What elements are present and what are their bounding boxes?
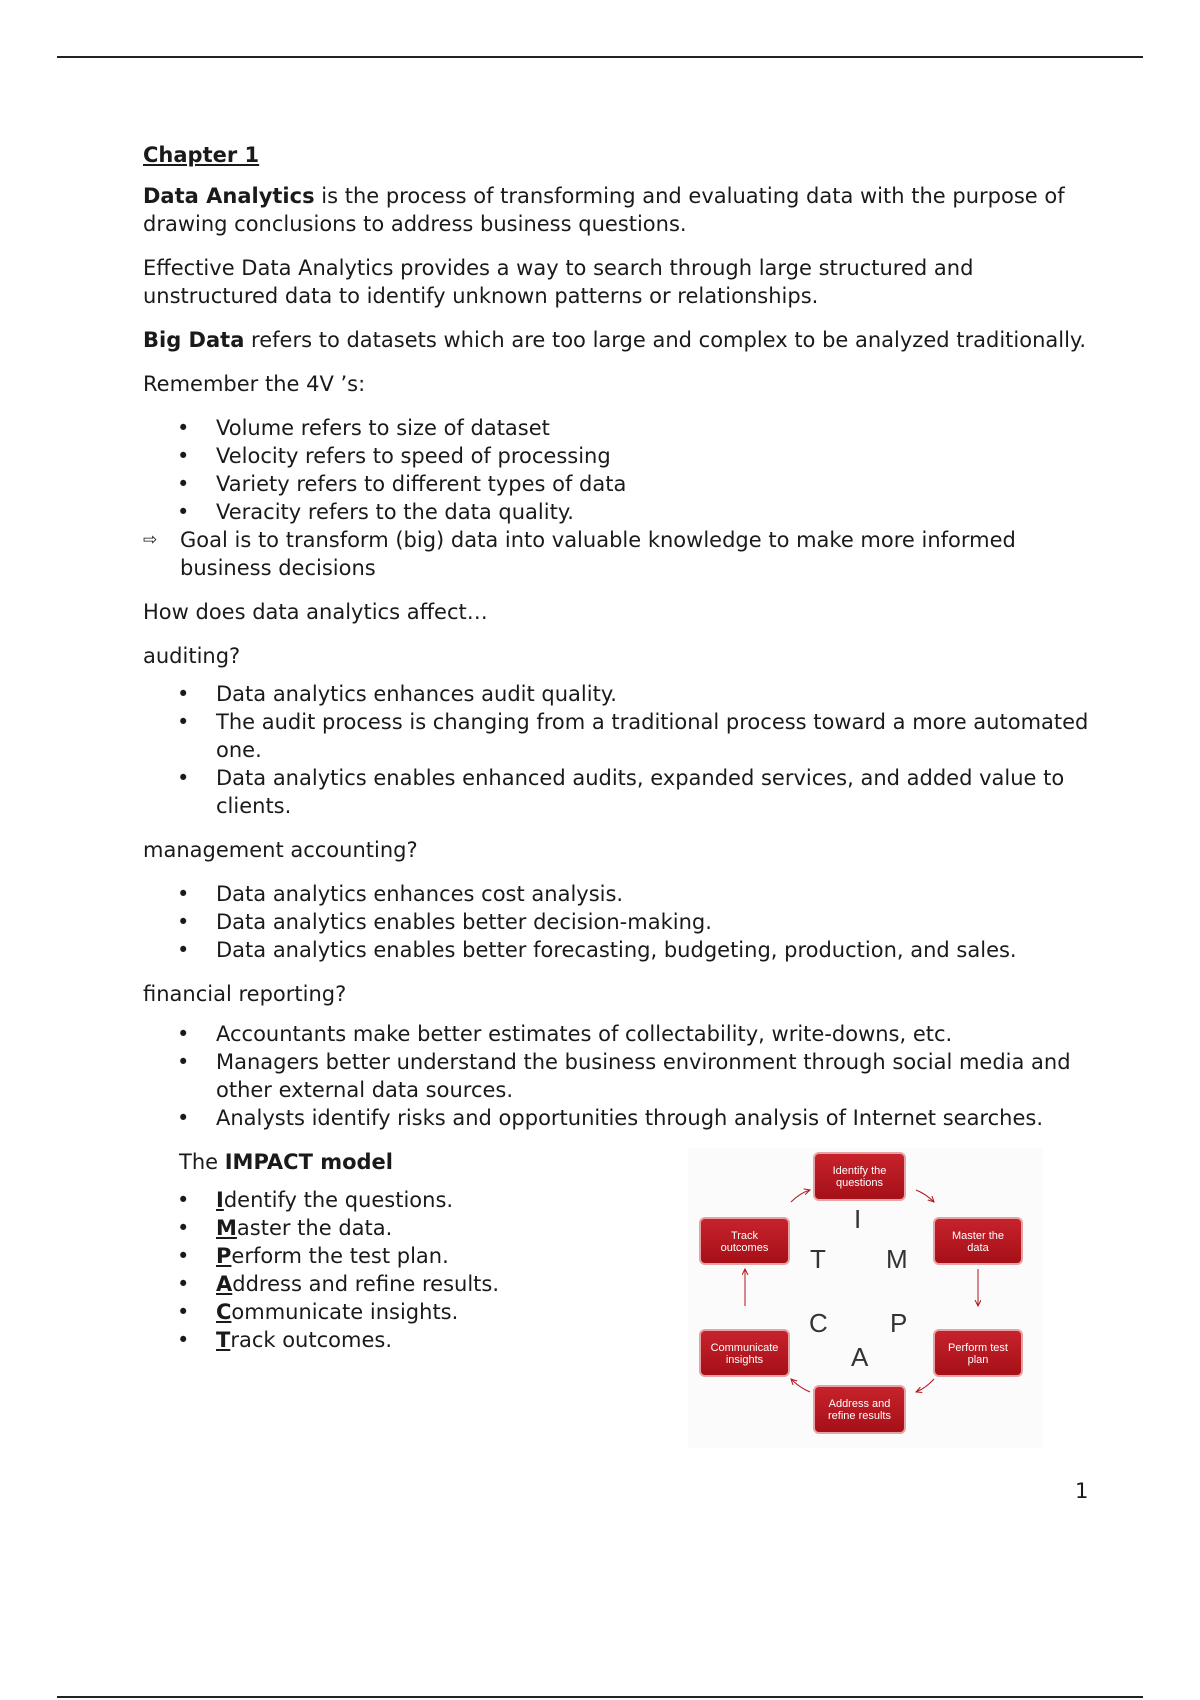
list-item: • Managers better understand the business environment through social media and other external data sources. <box>143 1048 1093 1104</box>
auditing-heading: auditing? <box>143 644 241 668</box>
box-master <box>934 1218 1022 1264</box>
list-item: • Identify the questions. <box>143 1186 673 1214</box>
document-body <box>143 140 1093 1422</box>
impact-section <box>143 1148 1093 1422</box>
list-item: • Data analytics enables better decision-making. <box>143 908 1093 936</box>
list-item: • Communicate insights. <box>143 1298 673 1326</box>
letter-i: I <box>854 1204 862 1234</box>
box-communicate <box>700 1330 789 1376</box>
term-big-data: Big Data <box>143 328 245 352</box>
box-track <box>700 1218 789 1264</box>
list-item: • The audit process is changing from a traditional process toward a more automated one. <box>143 708 1093 764</box>
svg-text:Identify the: Identify the <box>832 1165 887 1177</box>
management-heading: management accounting? <box>143 838 418 862</box>
letter-c: C <box>809 1308 828 1338</box>
letter-p: P <box>890 1308 908 1338</box>
svg-text:plan: plan <box>967 1354 989 1366</box>
paragraph-effective: Effective Data Analytics provides a way to search through large structured and unstructured data to identify unknown patterns or relationships. <box>143 256 974 308</box>
header-rule <box>57 56 1143 58</box>
goal-statement: ⇨ Goal is to transform (big) data into valuable knowledge to make more informed business decisions <box>143 528 1016 580</box>
svg-text:Address and: Address and <box>828 1398 891 1410</box>
list-item: • Master the data. <box>143 1214 673 1242</box>
paragraph-big-data: Big Data refers to datasets which are too large and complex to be analyzed traditionally. <box>143 328 1087 352</box>
svg-text:insights: insights <box>725 1354 764 1366</box>
list-item: • Data analytics enhances cost analysis. <box>143 880 1093 908</box>
impact-title: The IMPACT model <box>179 1150 393 1174</box>
page-number: 1 <box>1075 1479 1089 1503</box>
four-v-list <box>143 414 1093 526</box>
svg-text:outcomes: outcomes <box>720 1242 769 1254</box>
box-perform <box>934 1330 1022 1376</box>
list-item: • Analysts identify risks and opportunities through analysis of Internet searches. <box>143 1104 1093 1132</box>
svg-text:Master the: Master the <box>952 1230 1004 1242</box>
arrow-icon: ⇨ <box>143 530 158 550</box>
box-address <box>814 1386 905 1433</box>
impact-cycle-diagram <box>688 1148 1043 1448</box>
list-item: • Volume refers to size of dataset <box>143 414 1093 442</box>
management-list <box>143 880 1093 964</box>
list-item: • Accountants make better estimates of collectability, write-downs, etc. <box>143 1020 1093 1048</box>
affect-intro: How does data analytics affect… <box>143 600 488 624</box>
list-item: • Data analytics enables enhanced audits, expanded services, and added value to clients. <box>143 764 1093 820</box>
svg-text:questions: questions <box>835 1177 884 1189</box>
letter-m: M <box>886 1244 908 1274</box>
list-item: • Data analytics enables better forecasting, budgeting, production, and sales. <box>143 936 1093 964</box>
impact-list <box>143 1186 673 1354</box>
four-v-intro: Remember the 4V ’s: <box>143 372 366 396</box>
svg-text:data: data <box>967 1242 989 1254</box>
svg-text:Track: Track <box>730 1230 759 1242</box>
auditing-list <box>143 680 1093 820</box>
svg-text:refine results: refine results <box>828 1410 891 1422</box>
list-item: • Track outcomes. <box>143 1326 673 1354</box>
financial-heading: financial reporting? <box>143 982 347 1006</box>
list-item: • Perform the test plan. <box>143 1242 673 1270</box>
list-item: • Veracity refers to the data quality. <box>143 498 1093 526</box>
letter-a: A <box>851 1342 869 1372</box>
footer-rule <box>57 1696 1143 1698</box>
chapter-title: Chapter 1 <box>143 143 260 167</box>
term-data-analytics: Data Analytics <box>143 184 315 208</box>
letter-t: T <box>810 1244 826 1274</box>
list-item: • Data analytics enhances audit quality. <box>143 680 1093 708</box>
list-item: • Address and refine results. <box>143 1270 673 1298</box>
box-identify <box>814 1153 905 1200</box>
financial-list <box>143 1020 1093 1132</box>
svg-text:Perform test: Perform test <box>948 1342 1008 1354</box>
svg-text:Communicate: Communicate <box>710 1342 779 1354</box>
paragraph-data-analytics: Data Analytics is the process of transforming and evaluating data with the purpose of drawing conclusions to address business questions. <box>143 184 1065 236</box>
list-item: • Variety refers to different types of data <box>143 470 1093 498</box>
list-item: • Velocity refers to speed of processing <box>143 442 1093 470</box>
impact-text <box>143 1148 673 1354</box>
